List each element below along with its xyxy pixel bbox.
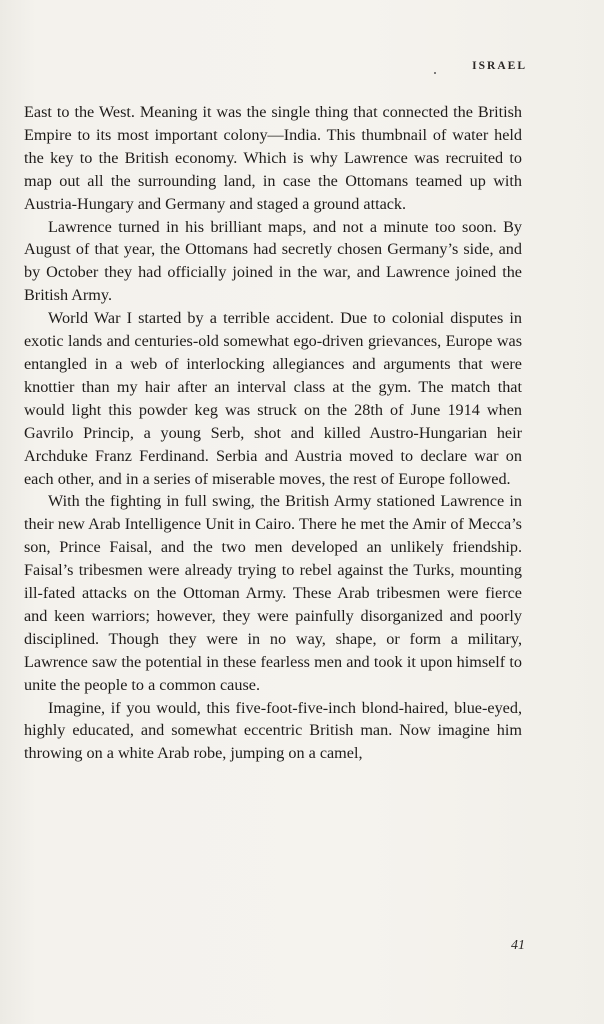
running-head: ISRAEL xyxy=(472,60,527,72)
paragraph-continued: East to the West. Meaning it was the single thing that connected the British Empire to its most important colony—India. This thumbnail of water held the key to the British economy. Which is why Lawrence was recruited to map out all the surrounding land, in case the Ottomans teamed up with Austria-Hungary and Germany and staged a ground attack. xyxy=(24,103,522,213)
paragraph: World War I started by a terrible accident. Due to colonial disputes in exotic lands and centuries-old somewhat ego-driven grievances, Europe was entangled in a web of interlocking allegiances and arguments that were knottier than my hair after an interval class at the gym. The match that would light this powder keg was struck on the 28th of June 1914 when Gavrilo Princip, a young Serb, shot and killed Austro-Hungarian heir Archduke Franz Ferdinand. Serbia and Austria moved to declare war on each other, and in a series of miserable moves, the rest of Europe followed. xyxy=(24,309,522,488)
paragraph: Imagine, if you would, this five-foot-five-inch blond-haired, blue-eyed, highly educated, and somewhat eccentric British man. Now imagine him throwing on a white Arab robe, jumping on a camel, xyxy=(24,698,522,763)
paragraph: Lawrence turned in his brilliant maps, and not a minute too soon. By August of that year, the Ottomans had secretly chosen Germany’s side, and by October they had officially joined in the war, and Lawrence joined the British Army. xyxy=(24,217,522,305)
page-number: 41 xyxy=(511,938,525,953)
paragraph: With the fighting in full swing, the British Army stationed Lawrence in their new Arab Intelligence Unit in Cairo. There he met the Amir of Mecca’s son, Prince Faisal, and the two men developed an unlikely friendship. Faisal’s tribesmen were already trying to rebel against the Turks, mounting ill-fated attacks on the Ottoman Army. These Arab tribesmen were fierce and keen warriors; however, they were painfully disorganized and poorly disciplined. Though they were in no way, shape, or form a military, Lawrence saw the potential in these fearless men and took it upon himself to unite the people to a common cause. xyxy=(24,492,522,694)
page-speck xyxy=(434,72,436,74)
body-text xyxy=(24,101,522,765)
